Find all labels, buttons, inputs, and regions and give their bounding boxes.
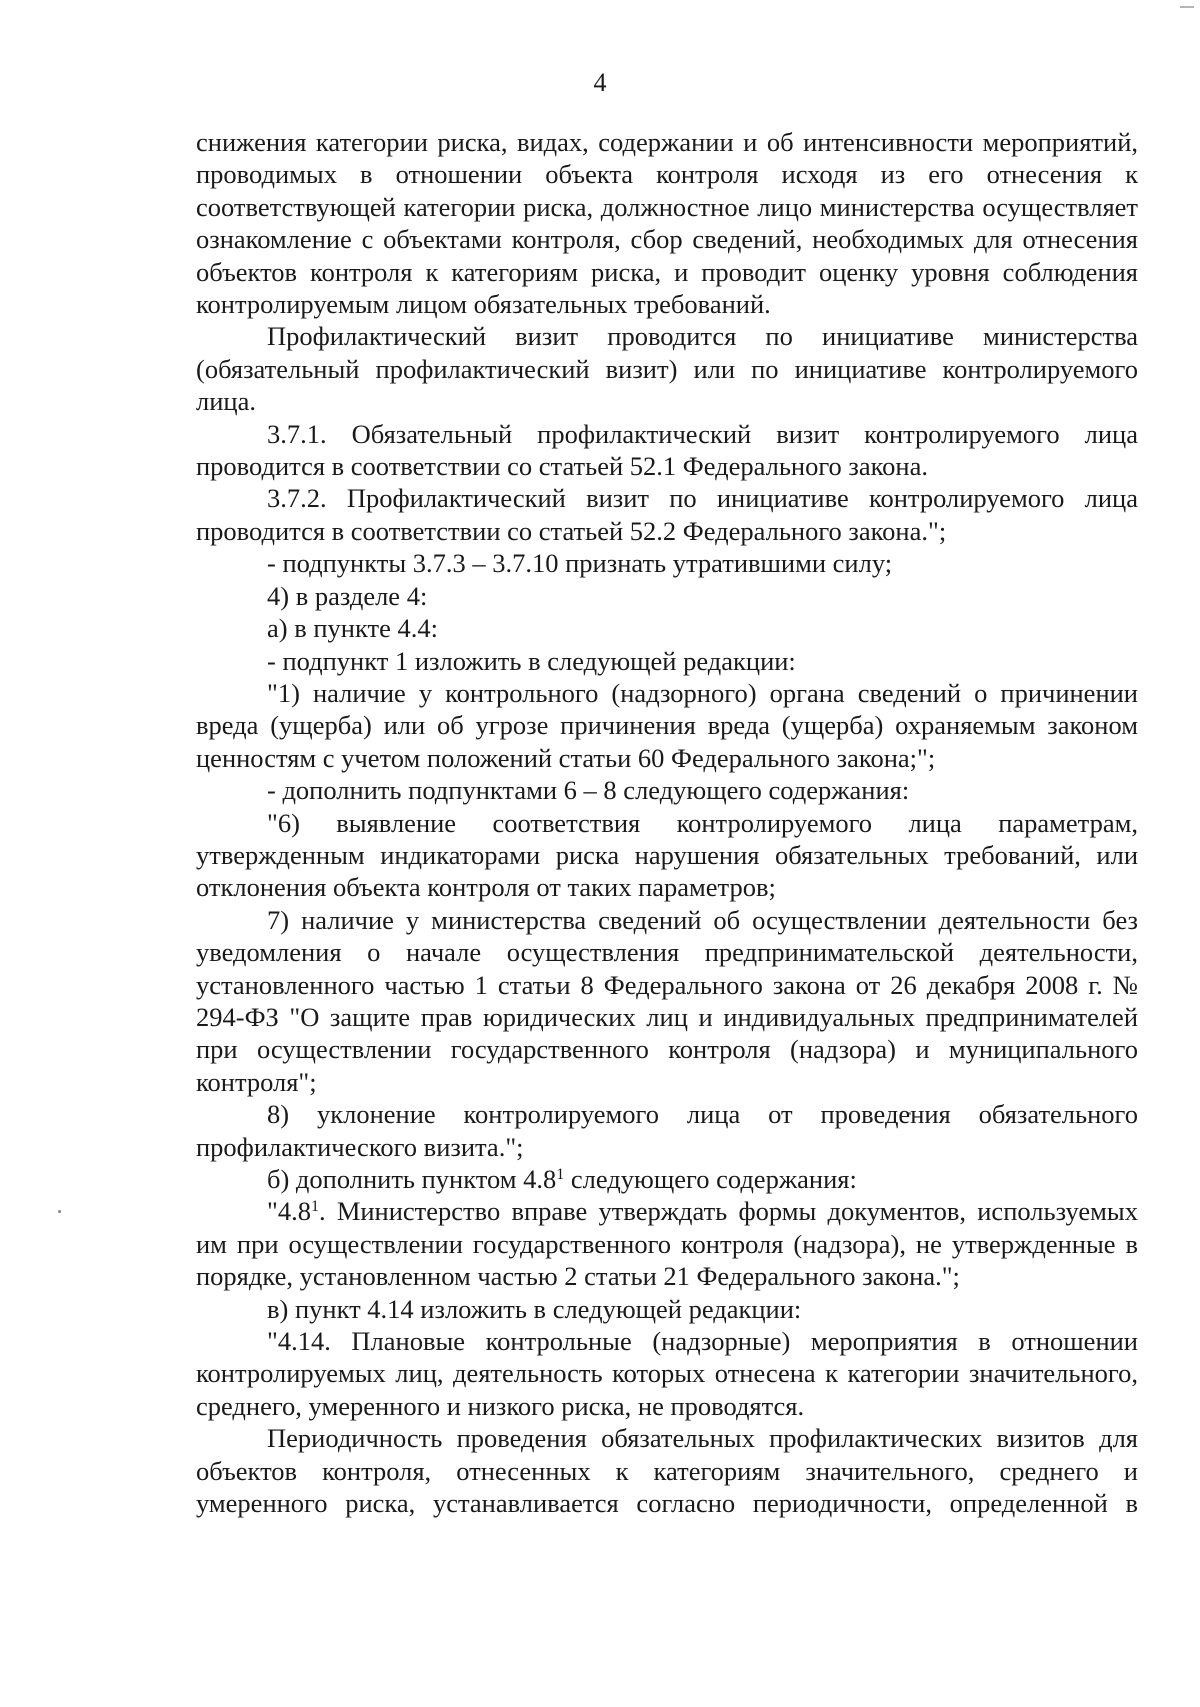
paragraph-section-4: 4) в разделе 4: — [267, 580, 428, 611]
paragraph-add-subpoints: - дополнить подпунктами 6 – 8 следующего содержания: — [267, 775, 910, 806]
paragraph-item-1: "1) наличие у контрольного (надзорного) органа сведений о причинении вреда (ущерба) или об угрозе причинения вреда (ущерба) охраняемым законом ценностям с учетом положений статьи 60 Федерального закона;"; — [196, 677, 1138, 773]
scan-edge-mark — [1180, 6, 1194, 8]
paragraph-3-7-2: 3.7.2. Профилактический визит по инициативе контролируемого лица проводится в соответствии со статьей 52.2 Федерального закона."; — [196, 483, 1138, 546]
text-fragment: . Министерство вправе утверждать формы документов, используемых им при осуществлении государственного контроля (надзора), не утвержденные в порядке, установленном частью 2 статьи 21 Федерального закона."; — [196, 1196, 1138, 1292]
paragraph-subpoints-repealed: - подпункты 3.7.3 – 3.7.10 признать утратившими силу; — [267, 548, 893, 579]
text-fragment: следующего содержания: — [564, 1164, 857, 1194]
paragraph-point-4-4: а) в пункте 4.4: — [267, 613, 438, 644]
paragraph-add-point-4-8-1 — [196, 1163, 1138, 1195]
paragraph-item-6: "6) выявление соответствия контролируемого лица параметрам, утвержденным индикаторами риска нарушения обязательных требований, или отклонения объекта контроля от таких параметров; — [196, 807, 1138, 903]
paragraph-periodicity: Периодичность проведения обязательных профилактических визитов для объектов контроля, отнесенных к категориям значительного, среднего и умеренного риска, устанавливается согласно периодичности, определенной в — [196, 1423, 1138, 1519]
document-body — [196, 126, 1138, 1519]
scan-speck — [58, 1210, 61, 1213]
paragraph-3-7-1: 3.7.1. Обязательный профилактический визит контролируемого лица проводится в соответствии со статьей 52.1 Федерального закона. — [196, 418, 1138, 482]
paragraph-point-4-14-edit: в) пункт 4.14 изложить в следующей редакции: — [267, 1293, 802, 1324]
superscript: 1 — [310, 1198, 319, 1216]
text-fragment: б) дополнить пунктом 4.8 — [267, 1164, 557, 1194]
paragraph-intro: снижения категории риска, видах, содержании и об интенсивности мероприятий, проводимых в отношении объекта контроля исходя из его отнесения к соответствующей категории риска, должностное лицо министерства осуществляет ознакомление с объектами контроля, сбор сведений, необходимых для отнесения объектов контроля к категориям риска, и проводит оценку уровня соблюдения контролируемым лицом обязательных требований. — [196, 127, 1138, 320]
paragraph-point-4-14: "4.14. Плановые контрольные (надзорные) мероприятия в отношении контролируемых лиц, деятельность которых отнесена к категории значительного, среднего, умеренного и низкого риска, не проводятся. — [196, 1326, 1138, 1421]
superscript: 1 — [556, 1166, 565, 1183]
paragraph-item-7: 7) наличие у министерства сведений об осуществлении деятельности без уведомления о начале осуществления предпринимательской деятельности, установленного частью 1 статьи 8 Федерального закона от 26 декабря 2008 г. № 294-ФЗ "О защите прав юридических лиц и индивидуальных предпринимателей при осуществлении государственного контроля (надзора) и муниципального контроля"; — [196, 904, 1138, 1097]
text-fragment: "4.8 — [267, 1196, 311, 1227]
paragraph-visit-initiative: Профилактический визит проводится по инициативе министерства (обязательный профилактический визит) или по инициативе контролируемого лица. — [196, 321, 1138, 417]
page-number: 4 — [593, 68, 607, 97]
paragraph-subpoint-1-edit: - подпункт 1 изложить в следующей редакции: — [267, 645, 796, 676]
paragraph-item-8: 8) уклонение контролируемого лица от проведения обязательного профилактического визита."; — [196, 1099, 1138, 1162]
paragraph-point-4-8-1 — [196, 1195, 1138, 1292]
